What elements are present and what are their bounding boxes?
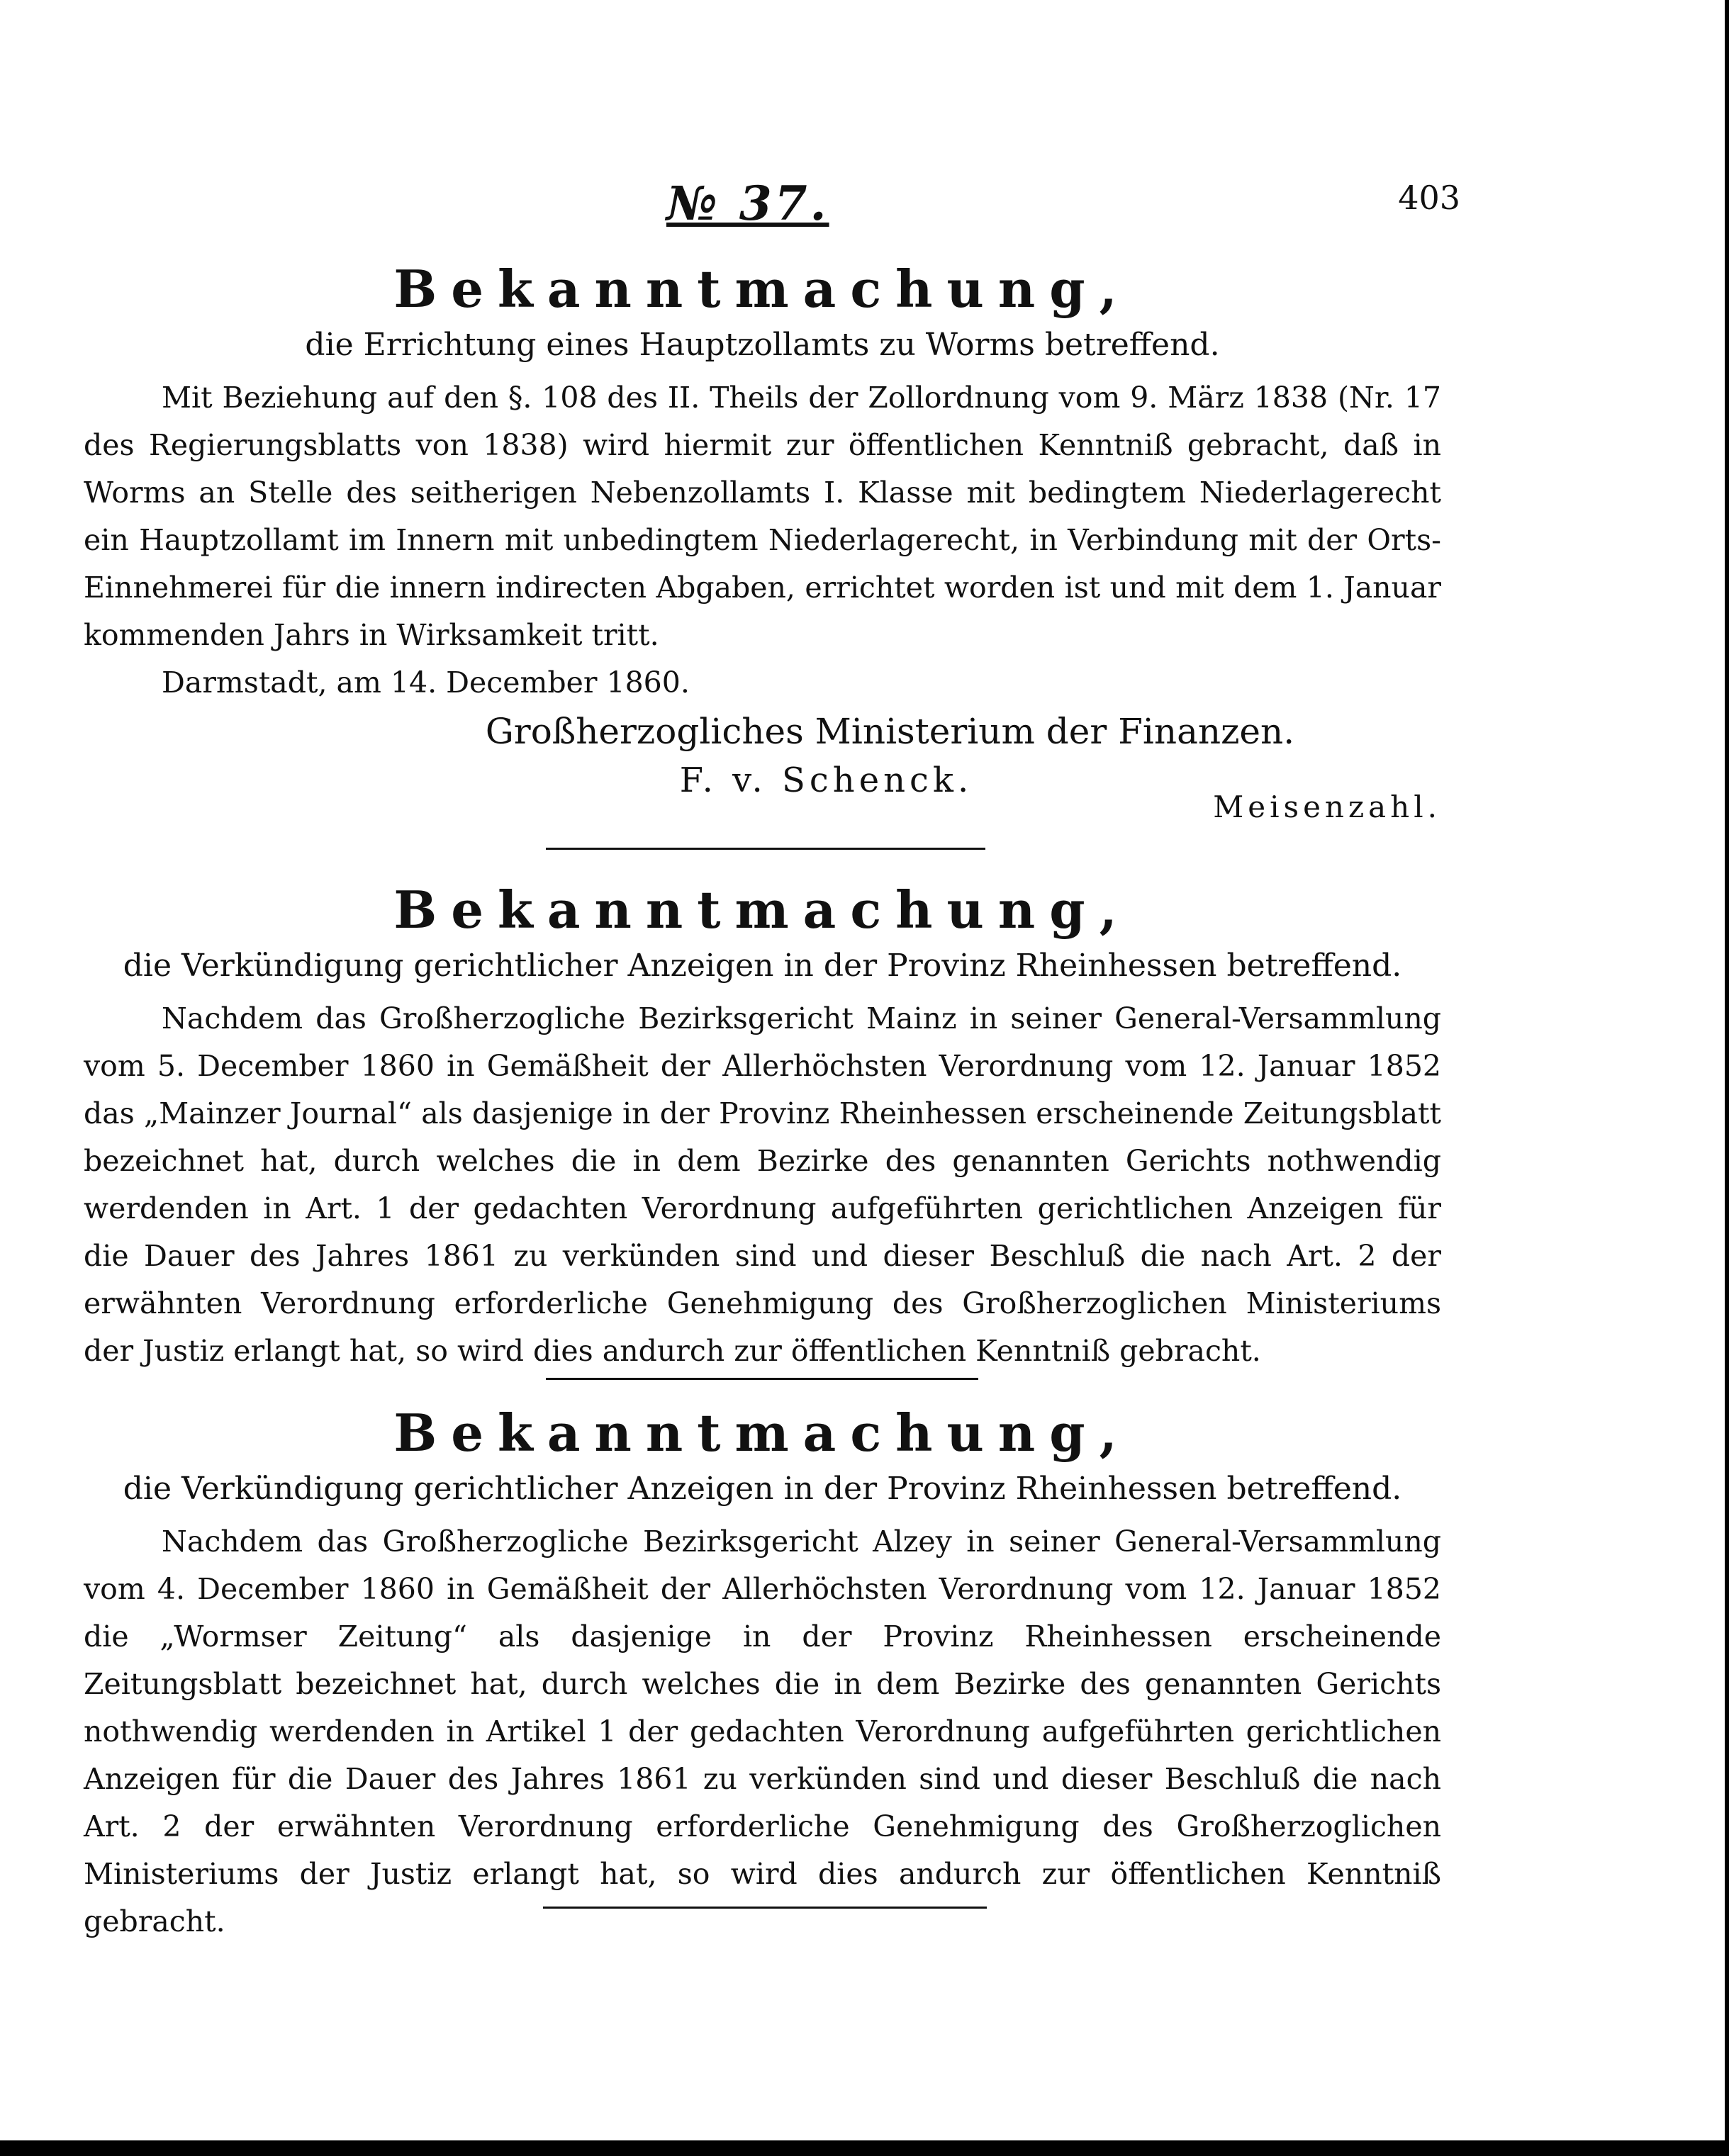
page-number: 403 (1398, 179, 1460, 217)
section-divider (543, 1907, 987, 1909)
scan-edge (1725, 0, 1729, 2156)
notice-rheinhessen-alzey (84, 1400, 1441, 1938)
section-divider (546, 848, 985, 850)
signatory: F. v. Schenck. (679, 760, 973, 800)
notice-body: Nachdem das Großherzogliche Bezirksgericht Alzey in seiner General-Versammlung vom 4. December 1860 in Gemäßheit der Allerhöchsten Verordnung vom 12. Januar 1852 die „Wormser Zeitung“ als dasjenige in der Provinz Rheinhessen erscheinende Zeitungsblatt bezeichnet hat, durch welches die in dem Bezirke des genannten Gerichts nothwendig werdenden in Artikel 1 der gedachten Verordnung aufgeführten gerichtlichen Anzeigen für die Dauer des Jahres 1861 zu verkünden sind und dieser Beschluß die nach Art. 2 der erwähnten Verordnung erforderliche Genehmigung des Großherzoglichen Ministeriums der Justiz erlangt hat, so wird dies andurch zur öffentlichen Kenntniß gebracht. (84, 1525, 1441, 1938)
notice-body: Nachdem das Großherzogliche Bezirksgericht Mainz in seiner General-Versammlung vom 5. December 1860 in Gemäßheit der Allerhöchsten Verordnung vom 12. Januar 1852 das „Mainzer Journal“ als dasjenige in der Provinz Rheinhessen erscheinende Zeitungsblatt bezeichnet hat, durch welches die in dem Bezirke des genannten Gerichts nothwendig werdenden in Art. 1 der gedachten Verordnung aufgeführten gerichtlichen Anzeigen für die Dauer des Jahres 1861 zu verkünden sind und dieser Beschluß die nach Art. 2 der erwähnten Verordnung erforderliche Genehmigung des Großherzoglichen Ministeriums der Justiz erlangt hat, so wird dies andurch zur öffentlichen Kenntniß gebracht. (84, 1001, 1441, 1368)
notice-subheading: die Verkündigung gerichtlicher Anzeigen in der Provinz Rheinhessen betreffend. (123, 1471, 1402, 1507)
issue-number: № 37. (666, 176, 829, 231)
notice-heading: Bekanntmachung, (393, 1403, 1131, 1463)
notice-heading: Bekanntmachung, (393, 259, 1131, 319)
notice-hauptzollamt-worms (84, 257, 1441, 838)
notice-rheinhessen-mainz (84, 877, 1441, 1366)
scan-edge (0, 2140, 1729, 2156)
notice-body: Mit Beziehung auf den §. 108 des II. Theils der Zollordnung vom 9. März 1838 (Nr. 17 des Regierungsblatts von 1838) wird hiermit zur öffentlichen Kenntniß gebracht, daß in Worms an Stelle des seitherigen Nebenzollamts I. Klasse mit bedingtem Niederlagerecht ein Hauptzollamt im Innern mit unbedingtem Niederlagerecht, in Verbindung mit der Orts-Einnehmerei für die innern indirecten Abgaben, errichtet worden ist und mit dem 1. Januar kommenden Jahrs in Wirksamkeit tritt. (84, 381, 1441, 652)
notice-subheading: die Verkündigung gerichtlicher Anzeigen in der Provinz Rheinhessen betreffend. (123, 948, 1402, 984)
dateline: Darmstadt, am 14. December 1860. (162, 666, 690, 700)
issuing-ministry: Großherzogliches Ministerium der Finanzen. (485, 711, 1295, 752)
notice-subheading: die Errichtung eines Hauptzollamts zu Worms betreffend. (305, 327, 1220, 363)
countersignatory: Meisenzahl. (1213, 790, 1441, 824)
section-divider (546, 1378, 978, 1380)
notice-heading: Bekanntmachung, (393, 880, 1131, 940)
